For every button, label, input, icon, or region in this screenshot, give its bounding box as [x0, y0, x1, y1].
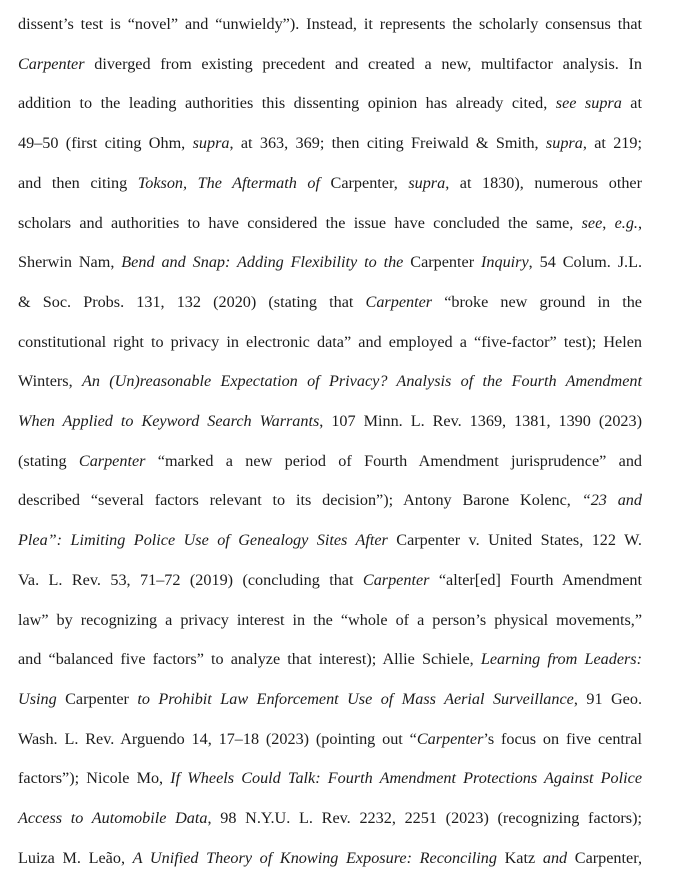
text-line — [18, 130, 642, 156]
text-line — [18, 170, 642, 196]
italic-text-segment: Inquiry — [481, 253, 529, 272]
text-segment: factors”); Nicole Mo, — [18, 769, 171, 788]
text-segment: , 107 Minn. L. Rev. 1369, 1381, 1390 (2023) — [319, 412, 642, 430]
text-segment: , — [637, 213, 643, 232]
text-line — [18, 646, 642, 672]
italic-text-segment: see supra — [555, 94, 622, 113]
text-segment: , at 219; — [582, 134, 642, 153]
italic-text-segment: When Applied to Keyword Search Warrants — [18, 412, 320, 430]
italic-text-segment: Plea”: Limiting Police Use of Genealogy Sites After — [18, 531, 388, 550]
text-segment: ’s focus on five central — [483, 729, 642, 748]
text-line — [18, 210, 642, 236]
italic-text-segment: An (Un)reasonable Expectation of Privacy? Analysis of the Fourth Amendment — [81, 372, 642, 391]
italic-text-segment: Carpenter — [362, 570, 430, 589]
italic-text-segment: A Unified Theory of Knowing Exposure: Reconciling — [132, 848, 497, 867]
italic-text-segment: Learning from Leaders: — [480, 650, 642, 669]
text-line — [18, 51, 642, 77]
text-line — [18, 329, 642, 355]
text-segment: addition to the leading authorities this dissenting opinion has already cited, — [18, 94, 556, 113]
text-segment: “broke new ground in the — [432, 292, 642, 311]
italic-text-segment: If Wheels Could Talk: Fourth Amendment Protections Against Police — [170, 769, 643, 788]
italic-text-segment: Carpenter — [78, 451, 146, 470]
text-segment: Winters, — [18, 372, 82, 391]
text-line — [18, 487, 642, 513]
text-segment: Carpenter — [403, 253, 481, 272]
text-segment: dissent’s test is “novel” and “unwieldy”). Instead, it represents the scholarly consensus that — [18, 15, 642, 33]
text-segment: described “several factors relevant to its decision”); Antony Barone Kolenc, — [18, 491, 582, 510]
text-segment: constitutional right to privacy in electronic data” and employed a “five-factor” test); Helen — [18, 332, 642, 351]
text-line — [18, 408, 642, 434]
text-segment: , — [602, 213, 615, 232]
italic-text-segment: Bend and Snap: Adding Flexibility to the — [121, 253, 404, 272]
text-line — [18, 249, 642, 275]
text-line — [18, 368, 642, 394]
text-segment: Luiza M. Leão, — [18, 848, 133, 867]
text-segment: Carpenter v. United States, 122 W. — [387, 531, 642, 550]
text-line — [18, 726, 642, 752]
text-segment: “marked a new period of Fourth Amendment jurisprudence” and — [145, 451, 643, 470]
text-line — [18, 607, 642, 633]
text-line — [18, 448, 642, 474]
italic-text-segment: Carpenter — [18, 54, 85, 73]
italic-text-segment: “23 and — [581, 491, 642, 510]
text-line — [18, 845, 642, 871]
text-segment: & Soc. Probs. 131, 132 (2020) (stating that — [18, 292, 366, 311]
text-segment: , at 1830), numerous other — [445, 173, 643, 192]
text-segment: Carpenter — [56, 689, 138, 708]
text-segment: (stating — [18, 451, 79, 470]
text-segment: 49–50 (first citing Ohm, — [18, 134, 193, 153]
text-line — [18, 765, 642, 791]
italic-text-segment: supra — [408, 173, 446, 192]
text-line — [18, 289, 642, 315]
text-segment: law” by recognizing a privacy interest in the “whole of a person’s physical movements,” — [18, 610, 642, 629]
text-segment: Carpenter, — [320, 173, 409, 192]
italic-text-segment: Using — [18, 689, 57, 708]
text-segment: Va. L. Rev. 53, 71–72 (2019) (concluding that — [18, 570, 363, 589]
text-segment: and then citing — [18, 173, 138, 192]
italic-text-segment: Access to Automobile Data — [18, 809, 208, 827]
text-line — [18, 527, 642, 553]
text-segment: , 98 N.Y.U. L. Rev. 2232, 2251 (2023) (recognizing factors); — [207, 809, 642, 827]
text-line — [18, 686, 642, 712]
text-segment: Wash. L. Rev. Arguendo 14, 17–18 (2023) (pointing out “ — [18, 729, 417, 748]
text-segment: scholars and authorities to have considered the issue have concluded the same, — [18, 213, 582, 232]
text-segment: at — [621, 94, 642, 113]
italic-text-segment: to Prohibit Law Enforcement Use of Mass Aerial Surveillance — [137, 689, 574, 708]
text-line — [18, 90, 642, 116]
text-segment: “alter[ed] Fourth Amendment — [429, 570, 642, 589]
text-segment: Katz — [496, 848, 543, 867]
italic-text-segment: and — [542, 848, 568, 867]
italic-text-segment: Tokson, The Aftermath of — [137, 173, 321, 192]
text-segment: Carpenter, — [567, 848, 643, 867]
italic-text-segment: e.g. — [614, 213, 638, 232]
text-segment: , 91 Geo. — [573, 689, 643, 708]
text-segment: , at 363, 369; then citing Freiwald & Smith, — [229, 134, 546, 153]
italic-text-segment: Carpenter — [365, 292, 433, 311]
italic-text-segment: supra — [192, 134, 230, 153]
text-line — [18, 11, 642, 37]
italic-text-segment: Carpenter — [416, 729, 484, 748]
italic-text-segment: see — [581, 213, 603, 232]
text-line — [18, 805, 642, 831]
text-segment: Sherwin Nam, — [18, 253, 122, 272]
italic-text-segment: supra — [545, 134, 583, 153]
text-segment: and “balanced five factors” to analyze that interest); Allie Schiele, — [18, 650, 481, 669]
text-segment: diverged from existing precedent and created a new, multifactor analysis. In — [84, 54, 642, 73]
text-line — [18, 567, 642, 593]
text-segment: , 54 Colum. J.L. — [528, 253, 642, 272]
